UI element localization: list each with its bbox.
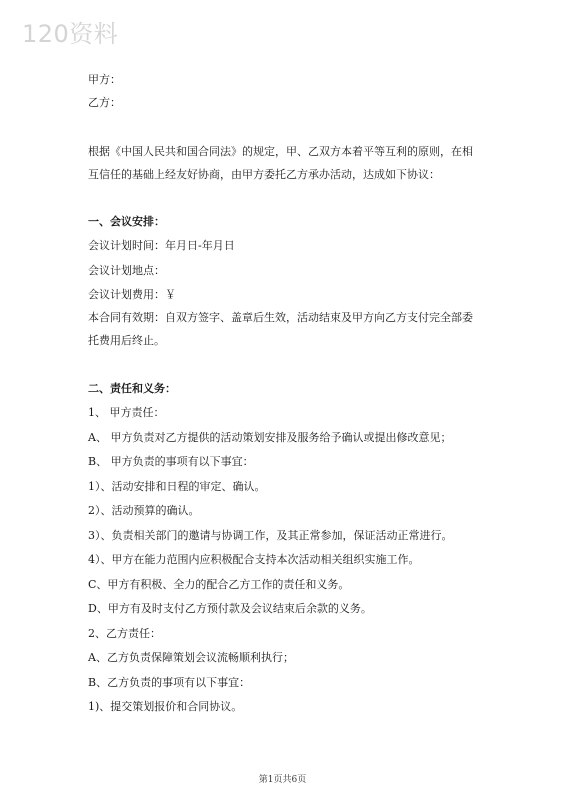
meeting-time: 会议计划时间：年月日-年月日 bbox=[88, 239, 235, 252]
list-item: 4）、甲方在能力范围内应积极配合支持本次活动相关组织实施工作。 bbox=[88, 553, 420, 566]
meeting-place: 会议计划地点： bbox=[88, 264, 165, 277]
list-item: B、 甲方负责的事项有以下事宜： bbox=[88, 455, 254, 468]
watermark: 120资料 bbox=[22, 20, 119, 48]
list-item: 3）、负责相关部门的邀请与协调工作，及其正常参加，保证活动正常进行。 bbox=[88, 529, 453, 542]
section-2-title: 二、责任和义务： bbox=[88, 382, 176, 395]
list-item: 1）、活动安排和日程的审定、确认。 bbox=[88, 480, 266, 493]
list-item: A、 甲方负责对乙方提供的活动策划安排及服务给予确认或提出修改意见； bbox=[88, 431, 452, 444]
list-item: A、乙方负责保障策划会议流畅顺利执行； bbox=[88, 651, 294, 664]
page-footer: 第1页共6页 bbox=[258, 775, 307, 785]
list-item: B、乙方负责的事项有以下事宜： bbox=[88, 676, 251, 689]
meeting-cost: 会议计划费用：￥ bbox=[88, 288, 176, 301]
list-item: C、甲方有积极、全力的配合乙方工作的责任和义务。 bbox=[88, 578, 350, 591]
list-item: 1)、提交策划报价和合同协议。 bbox=[88, 700, 243, 713]
list-item: 2、乙方责任： bbox=[88, 627, 161, 640]
list-item: D、甲方有及时支付乙方预付款及会议结束后余款的义务。 bbox=[88, 602, 372, 615]
intro-paragraph: 根据《中国人民共和国合同法》的规定，甲、乙双方本着平等互利的原则，在相互信任的基础上经友好协商，由甲方委托乙方承办活动，达成如下协议： bbox=[88, 145, 473, 181]
list-item: 1、 甲方责任： bbox=[88, 406, 165, 419]
party-b-label: 乙方： bbox=[88, 96, 121, 109]
section-1-title: 一、会议安排： bbox=[88, 215, 165, 228]
list-item: 2）、活动预算的确认。 bbox=[88, 504, 200, 517]
party-a-label: 甲方： bbox=[88, 73, 121, 86]
contract-validity: 本合同有效期：自双方签字、盖章后生效，活动结束及甲方向乙方支付完全部委托费用后终止。 bbox=[88, 311, 473, 347]
